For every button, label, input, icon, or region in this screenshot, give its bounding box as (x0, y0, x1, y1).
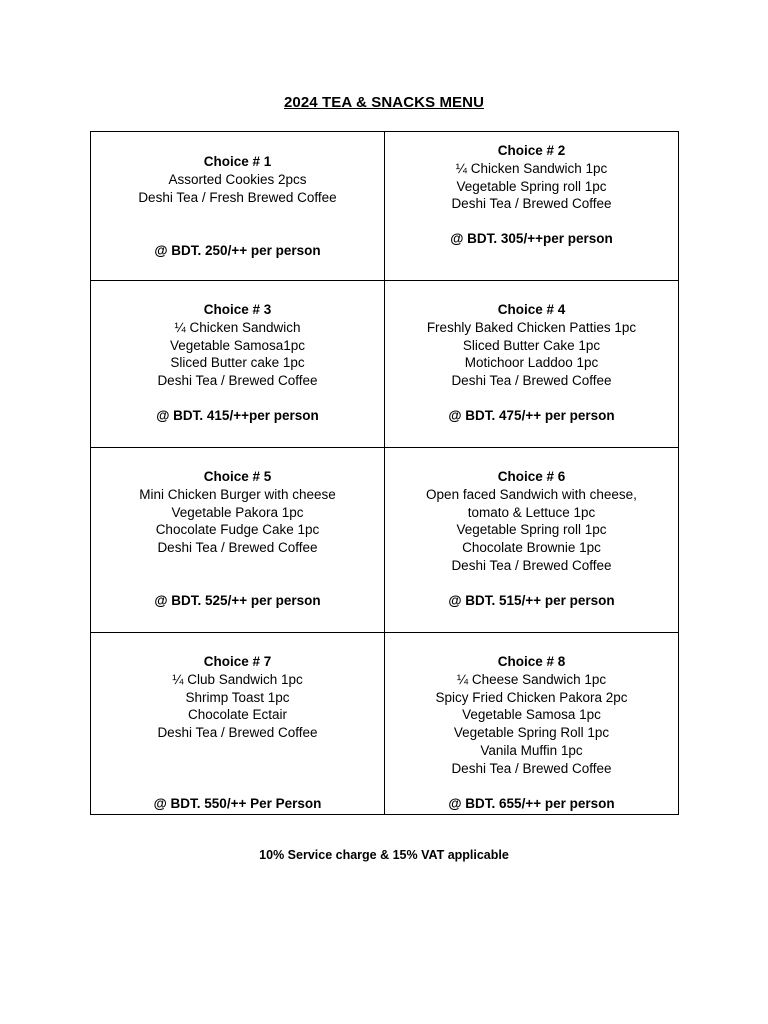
choice-item: Sliced Butter cake 1pc (170, 355, 305, 371)
choice-cell-3 (91, 281, 385, 448)
choice-item: Chocolate Brownie 1pc (462, 540, 601, 556)
choice-item: Vegetable Spring roll 1pc (456, 178, 607, 194)
choice-title: Choice # 1 (203, 154, 272, 169)
choice-item: Shrimp Toast 1pc (185, 689, 290, 705)
choice-cell-4 (385, 281, 679, 448)
choice-title: Choice # 6 (497, 469, 566, 484)
menu-table (90, 131, 679, 815)
choice-price: @ BDT. 305/++per person (450, 231, 613, 247)
choice-cell-6 (385, 448, 679, 633)
choice-item: ¼ Chicken Sandwich (174, 319, 301, 335)
choice-item: Vegetable Samosa 1pc (462, 707, 601, 723)
menu-row (91, 448, 679, 633)
choice-item: Motichoor Laddoo 1pc (464, 355, 599, 371)
menu-row (91, 633, 679, 815)
service-charge-note: 10% Service charge & 15% VAT applicable (259, 848, 509, 862)
choice-title: Choice # 8 (497, 654, 566, 669)
choice-item: Vegetable Pakora 1pc (171, 504, 304, 520)
choice-item: Deshi Tea / Brewed Coffee (451, 196, 612, 212)
choice-cell-1 (91, 132, 385, 281)
choice-item: Deshi Tea / Fresh Brewed Coffee (138, 189, 337, 205)
choice-item: ¼ Cheese Sandwich 1pc (456, 671, 607, 687)
menu-row (91, 132, 679, 281)
choice-cell-2 (385, 132, 679, 281)
choice-price: @ BDT. 415/++per person (156, 407, 319, 423)
choice-item: Deshi Tea / Brewed Coffee (451, 557, 612, 573)
choice-item: Freshly Baked Chicken Patties 1pc (426, 319, 637, 335)
choice-item: Deshi Tea / Brewed Coffee (451, 760, 612, 776)
choice-title: Choice # 3 (203, 302, 272, 317)
choice-item: Deshi Tea / Brewed Coffee (157, 725, 318, 741)
choice-price: @ BDT. 475/++ per person (448, 407, 615, 423)
choice-item: Deshi Tea / Brewed Coffee (157, 540, 318, 556)
choice-item: Assorted Cookies 2pcs (168, 171, 307, 187)
choice-item: Vegetable Spring roll 1pc (456, 522, 607, 538)
choice-item: Mini Chicken Burger with cheese (139, 486, 336, 502)
choice-item: Vegetable Samosa1pc (169, 337, 306, 353)
choice-price: @ BDT. 250/++ per person (154, 243, 321, 259)
choice-item: Chocolate Fudge Cake 1pc (155, 522, 320, 538)
choice-title: Choice # 2 (497, 143, 566, 158)
choice-item: Vanila Muffin 1pc (480, 742, 583, 758)
choice-title: Choice # 5 (203, 469, 272, 484)
menu-title: 2024 TEA & SNACKS MENU (283, 94, 485, 111)
choice-cell-5 (91, 448, 385, 633)
choice-item: ¼ Chicken Sandwich 1pc (455, 160, 608, 176)
choice-title: Choice # 4 (497, 302, 566, 317)
choice-item: ¼ Club Sandwich 1pc (172, 671, 303, 687)
choice-item: Spicy Fried Chicken Pakora 2pc (435, 689, 628, 705)
choice-item: Deshi Tea / Brewed Coffee (451, 373, 612, 389)
choice-item: tomato & Lettuce 1pc (467, 504, 596, 520)
choice-item: Vegetable Spring Roll 1pc (453, 725, 610, 741)
choice-price: @ BDT. 550/++ Per Person (153, 795, 322, 811)
choice-item: Deshi Tea / Brewed Coffee (157, 373, 318, 389)
choice-item: Chocolate Ectair (187, 707, 288, 723)
choice-cell-7 (91, 633, 385, 815)
choice-title: Choice # 7 (203, 654, 272, 669)
choice-item: Sliced Butter Cake 1pc (462, 337, 601, 353)
choice-price: @ BDT. 655/++ per person (448, 795, 615, 811)
menu-row (91, 281, 679, 448)
choice-cell-8 (385, 633, 679, 815)
choice-price: @ BDT. 525/++ per person (154, 592, 321, 608)
choice-price: @ BDT. 515/++ per person (448, 592, 615, 608)
choice-item: Open faced Sandwich with cheese, (426, 486, 637, 502)
